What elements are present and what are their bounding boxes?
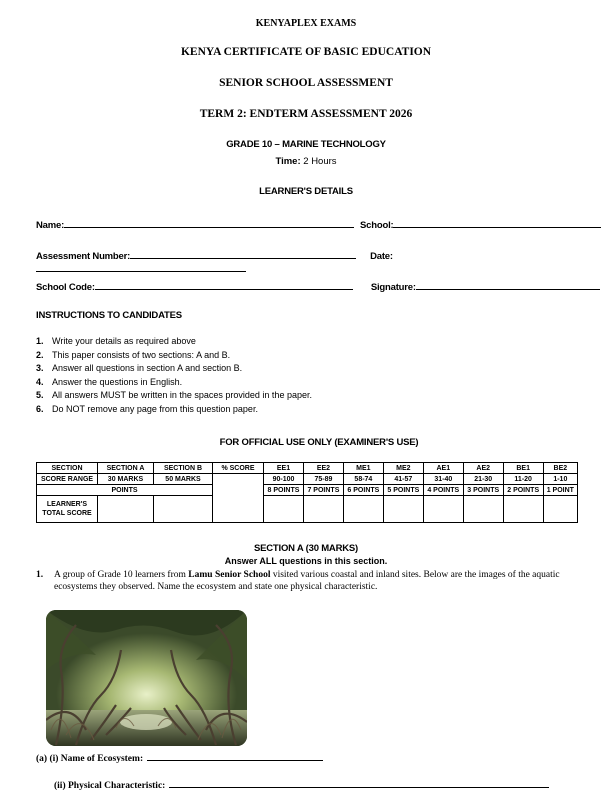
question-1 [36,569,596,593]
table-cell: 6 POINTS [343,485,383,496]
instruction-item: 4. Answer the questions in English. [36,376,183,387]
learner-details-heading: LEARNER'S DETAILS [259,186,353,197]
table-cell: SECTION A [98,463,154,474]
sub-question-a-i-label: (a) (i) Name of Ecosystem: [36,754,144,764]
table-cell[interactable] [383,496,423,523]
table-cell: 7 POINTS [303,485,343,496]
table-row [37,485,578,496]
table-cell: ME1 [343,463,383,474]
date-field[interactable] [36,262,246,272]
instruction-item: 3. Answer all questions in section A and section B. [36,363,243,373]
table-cell: 41-57 [383,474,423,485]
time-value: 2 Hours [303,156,337,167]
table-cell: SECTION B [154,463,213,474]
official-use-heading: FOR OFFICIAL USE ONLY (EXAMINER'S USE) [219,437,419,448]
table-cell[interactable] [303,496,343,523]
table-cell: SECTION [37,463,98,474]
table-cell[interactable] [423,496,463,523]
signature-field[interactable] [416,280,600,290]
assessment-number-field[interactable] [130,249,356,259]
table-row [37,496,578,523]
date-label: Date: [370,251,393,262]
section-a-heading: SECTION A (30 MARKS) [253,543,359,554]
table-cell: 3 POINTS [463,485,503,496]
exam-title-1: KENYA CERTIFICATE OF BASIC EDUCATION [180,46,432,58]
time-line [0,156,612,167]
table-cell: % SCORE [213,463,264,474]
table-cell: 1 POINT [543,485,577,496]
physical-characteristic-field[interactable] [169,778,549,788]
table-cell[interactable] [543,496,577,523]
table-cell[interactable] [343,496,383,523]
sub-question-a-i [36,751,596,765]
table-cell: 50 MARKS [154,474,213,485]
table-cell[interactable] [264,496,304,523]
table-cell: BE2 [543,463,577,474]
question-text: A group of Grade 10 learners from Lamu Senior School visited various coastal and inland sites. Below are the images of the aquatic ecosystems they observed. Name the ecosystem and state one physical characteristic. [54,570,560,592]
points-label-cell: POINTS [37,485,213,496]
school-name: Lamu Senior School [188,570,271,580]
table-cell: 1-10 [543,474,577,485]
table-row [37,474,578,485]
table-cell: AE1 [423,463,463,474]
ecosystem-name-field[interactable] [147,751,323,761]
row-assessment-date [36,249,602,275]
table-cell: 31-40 [423,474,463,485]
table-cell: ME2 [383,463,423,474]
exam-title-3: TERM 2: ENDTERM ASSESSMENT 2026 [199,108,413,120]
total-score-a[interactable] [98,496,154,523]
score-cell[interactable] [213,474,264,523]
table-cell: EE1 [264,463,304,474]
table-cell: SCORE RANGE [37,474,98,485]
table-cell: BE1 [503,463,543,474]
instructions-heading: INSTRUCTIONS TO CANDIDATES [36,310,182,321]
instructions-list [36,335,312,416]
subject-title: GRADE 10 – MARINE TECHNOLOGY [226,139,386,150]
exam-title-2: SENIOR SCHOOL ASSESSMENT [219,77,393,89]
exam-org: KENYAPLEX EXAMS [255,18,357,29]
school-label: School: [360,220,394,231]
table-row [37,463,578,474]
instruction-item: 5. All answers MUST be written in the spaces provided in the paper. [36,390,312,400]
table-cell: 58-74 [343,474,383,485]
sub-question-a-ii-label: (ii) Physical Characteristic: [54,781,166,791]
instruction-item: 6. Do NOT remove any page from this question paper. [36,403,258,414]
question-number: 1. [36,570,44,580]
table-cell: 4 POINTS [423,485,463,496]
table-cell: 30 MARKS [98,474,154,485]
table-cell: 75-89 [303,474,343,485]
school-field[interactable] [393,218,601,228]
table-cell: 8 POINTS [264,485,304,496]
name-field[interactable] [64,218,354,228]
instruction-item: 2. This paper consists of two sections: A and B. [36,349,231,360]
time-label: Time: [275,156,301,167]
table-cell: 5 POINTS [383,485,423,496]
table-cell: 21-30 [463,474,503,485]
row-name-school [36,218,602,231]
table-cell: 2 POINTS [503,485,543,496]
table-cell[interactable] [463,496,503,523]
total-score-label: LEARNER'S TOTAL SCORE [37,496,98,523]
assessment-number-label: Assessment Number: [36,251,131,262]
table-cell: EE2 [303,463,343,474]
total-score-b[interactable] [154,496,213,523]
table-cell: AE2 [463,463,503,474]
mangrove-photo [46,610,247,746]
instruction-item: 1. Write your details as required above [36,336,196,346]
signature-label: Signature: [370,282,416,293]
name-label: Name: [36,220,65,231]
table-cell: 90-100 [264,474,304,485]
school-code-label: School Code: [36,282,95,293]
row-code-signature [36,280,602,293]
official-use-table [36,462,578,523]
sub-question-a-ii [54,778,612,792]
section-a-instruction: Answer ALL questions in this section. [224,556,388,566]
table-cell: 11-20 [503,474,543,485]
school-code-field[interactable] [95,280,353,290]
table-cell[interactable] [503,496,543,523]
